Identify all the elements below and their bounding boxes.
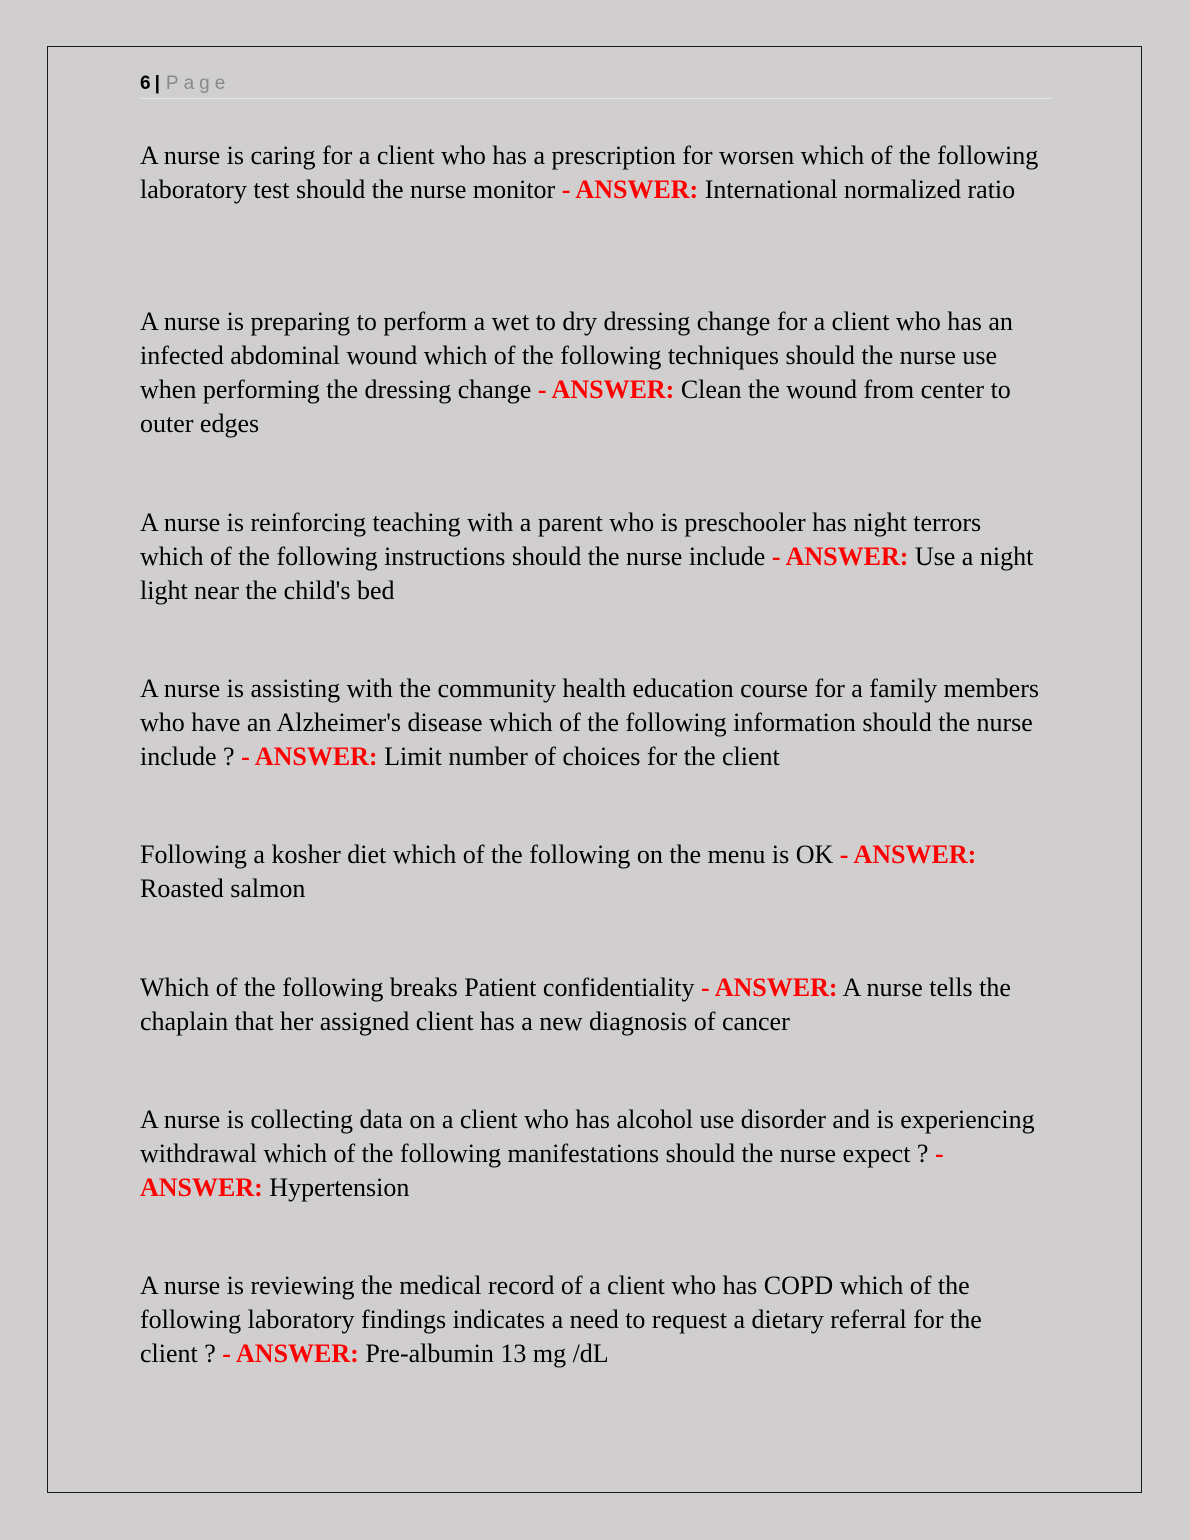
- answer-prefix: - ANSWER:: [140, 1139, 944, 1202]
- question-text: A nurse is assisting with the community health education course for a family members who have an Alzheimer's disease which of the following information should the nurse include ?: [140, 674, 1039, 771]
- question-text: Following a kosher diet which of the following on the menu is OK: [140, 840, 834, 869]
- page-header: [140, 72, 1052, 99]
- answer-prefix: - ANSWER:: [222, 1339, 359, 1368]
- answer-text: Limit number of choices for the client: [384, 742, 780, 771]
- answer-text: International normalized ratio: [704, 175, 1016, 204]
- qa-item-4: [140, 672, 1040, 774]
- question-text: A nurse is collecting data on a client who has alcohol use disorder and is experiencing withdrawal which of the following manifestations should the nurse expect ?: [140, 1105, 1035, 1168]
- question-text: A nurse is caring for a client who has a prescription for worsen which of the following laboratory test should the nurse monitor: [140, 141, 1039, 204]
- answer-prefix: - ANSWER:: [701, 973, 838, 1002]
- answer-prefix: - ANSWER:: [241, 742, 378, 771]
- question-text: A nurse is preparing to perform a wet to dry dressing change for a client who has an infected abdominal wound which of the following techniques should the nurse use when performing the dressing change: [140, 307, 1013, 404]
- answer-text: A nurse tells the chaplain that her assigned client has a new diagnosis of cancer: [140, 973, 1011, 1036]
- answer-prefix: - ANSWER:: [771, 542, 909, 571]
- page-separator: |: [154, 73, 160, 94]
- qa-item-1: [140, 139, 1040, 207]
- qa-item-8: [140, 1269, 1040, 1371]
- answer-prefix: - ANSWER:: [537, 375, 675, 404]
- question-text: Which of the following breaks Patient confidentiality: [140, 973, 695, 1002]
- answer-prefix: - ANSWER:: [561, 175, 699, 204]
- qa-item-2: [140, 305, 1040, 441]
- page-label: Page: [165, 73, 231, 94]
- page-number: 6: [140, 73, 151, 94]
- qa-item-5: [140, 838, 1040, 906]
- answer-text: Use a night light near the child's bed: [140, 542, 1034, 605]
- qa-item-7: [140, 1103, 1040, 1205]
- answer-text: Roasted salmon: [140, 874, 306, 903]
- answer-text: Hypertension: [269, 1173, 410, 1202]
- question-text: A nurse is reviewing the medical record of a client who has COPD which of the following laboratory findings indicates a need to request a dietary referral for the client ?: [140, 1271, 982, 1368]
- question-text: A nurse is reinforcing teaching with a parent who is preschooler has night terrors which of the following instructions should the nurse include: [140, 508, 982, 571]
- qa-item-3: [140, 506, 1040, 608]
- answer-text: Pre-albumin 13 mg /dL: [365, 1339, 609, 1368]
- qa-item-6: [140, 971, 1040, 1039]
- answer-text: Clean the wound from center to outer edges: [140, 375, 1011, 438]
- answer-prefix: - ANSWER:: [839, 840, 977, 869]
